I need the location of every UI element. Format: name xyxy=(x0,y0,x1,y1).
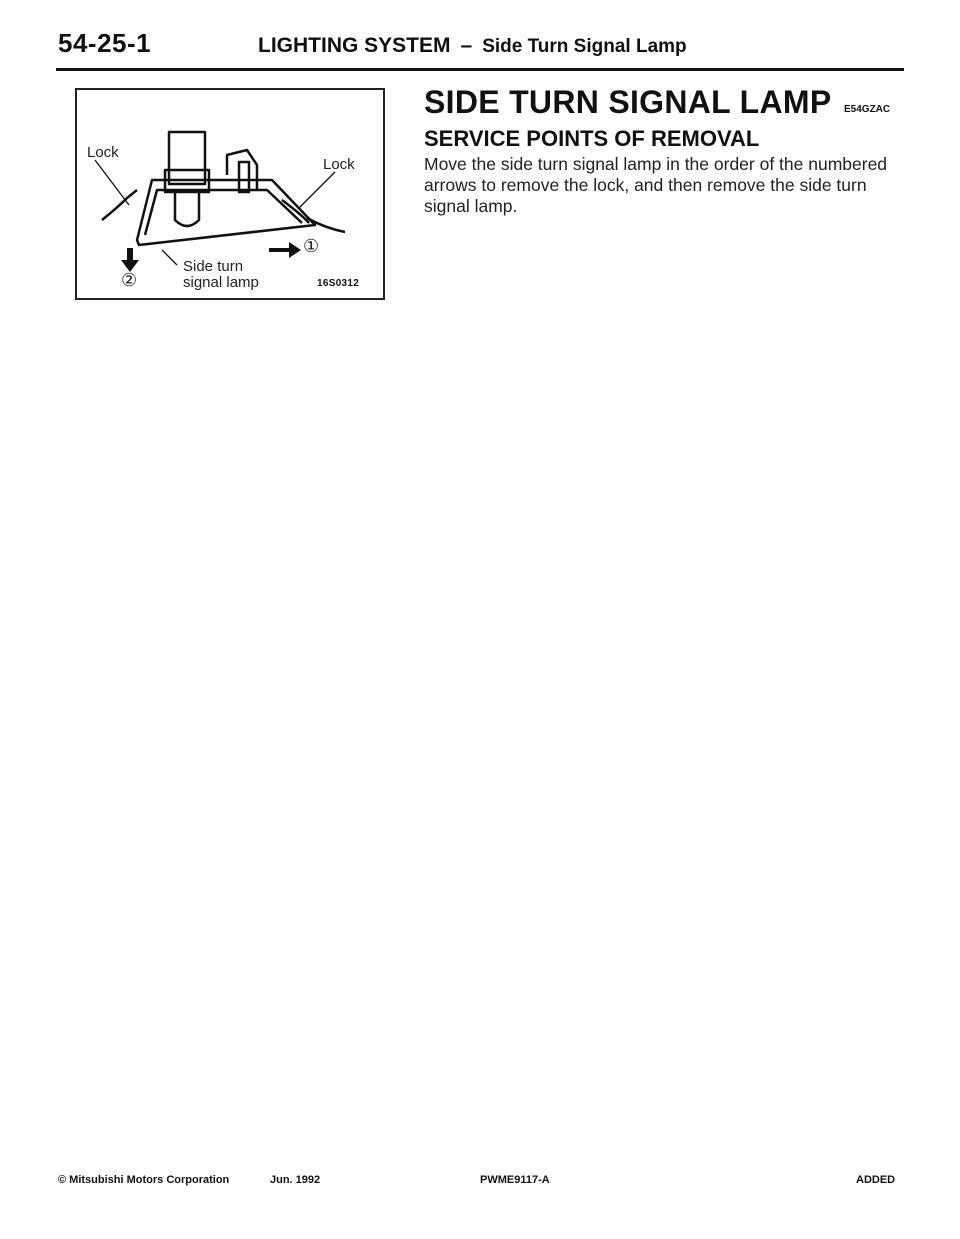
header-title-text: LIGHTING SYSTEM xyxy=(258,34,451,57)
lock-left-leader xyxy=(95,160,129,205)
body-paragraph: Move the side turn signal lamp in the order of the numbered arrows to remove the lock, and then remove the side turn signal lamp. xyxy=(424,154,888,216)
header-separator: – xyxy=(460,34,473,57)
section-title: SIDE TURN SIGNAL LAMP xyxy=(424,84,832,120)
header-title xyxy=(258,34,687,58)
header-rule xyxy=(56,68,904,71)
subheading: SERVICE POINTS OF REMOVAL xyxy=(424,126,760,151)
figure-code: 16S0312 xyxy=(317,278,360,289)
figure-side-turn-signal-lamp xyxy=(75,88,385,300)
footer-date: Jun. 1992 xyxy=(270,1174,321,1186)
lock-right-leader xyxy=(299,172,335,208)
label-lock-left: Lock xyxy=(87,144,119,161)
footer-copyright: © Mitsubishi Motors Corporation xyxy=(58,1174,230,1186)
section-code: E54GZAC xyxy=(844,104,891,115)
footer-status: ADDED xyxy=(856,1174,896,1186)
arrow-2-icon xyxy=(121,248,139,272)
label-step-2: ② xyxy=(121,270,138,290)
arrow-1-icon xyxy=(269,242,301,258)
header-subtitle: Side Turn Signal Lamp xyxy=(482,36,687,57)
page-number: 54-25-1 xyxy=(58,28,152,58)
side-turn-leader xyxy=(162,250,177,265)
label-step-1: ① xyxy=(303,236,320,256)
label-side-turn: Side turn xyxy=(183,258,244,275)
label-signal-lamp: signal lamp xyxy=(183,274,259,291)
label-lock-right: Lock xyxy=(323,156,355,173)
footer-doc-id: PWME9117-A xyxy=(480,1174,550,1186)
